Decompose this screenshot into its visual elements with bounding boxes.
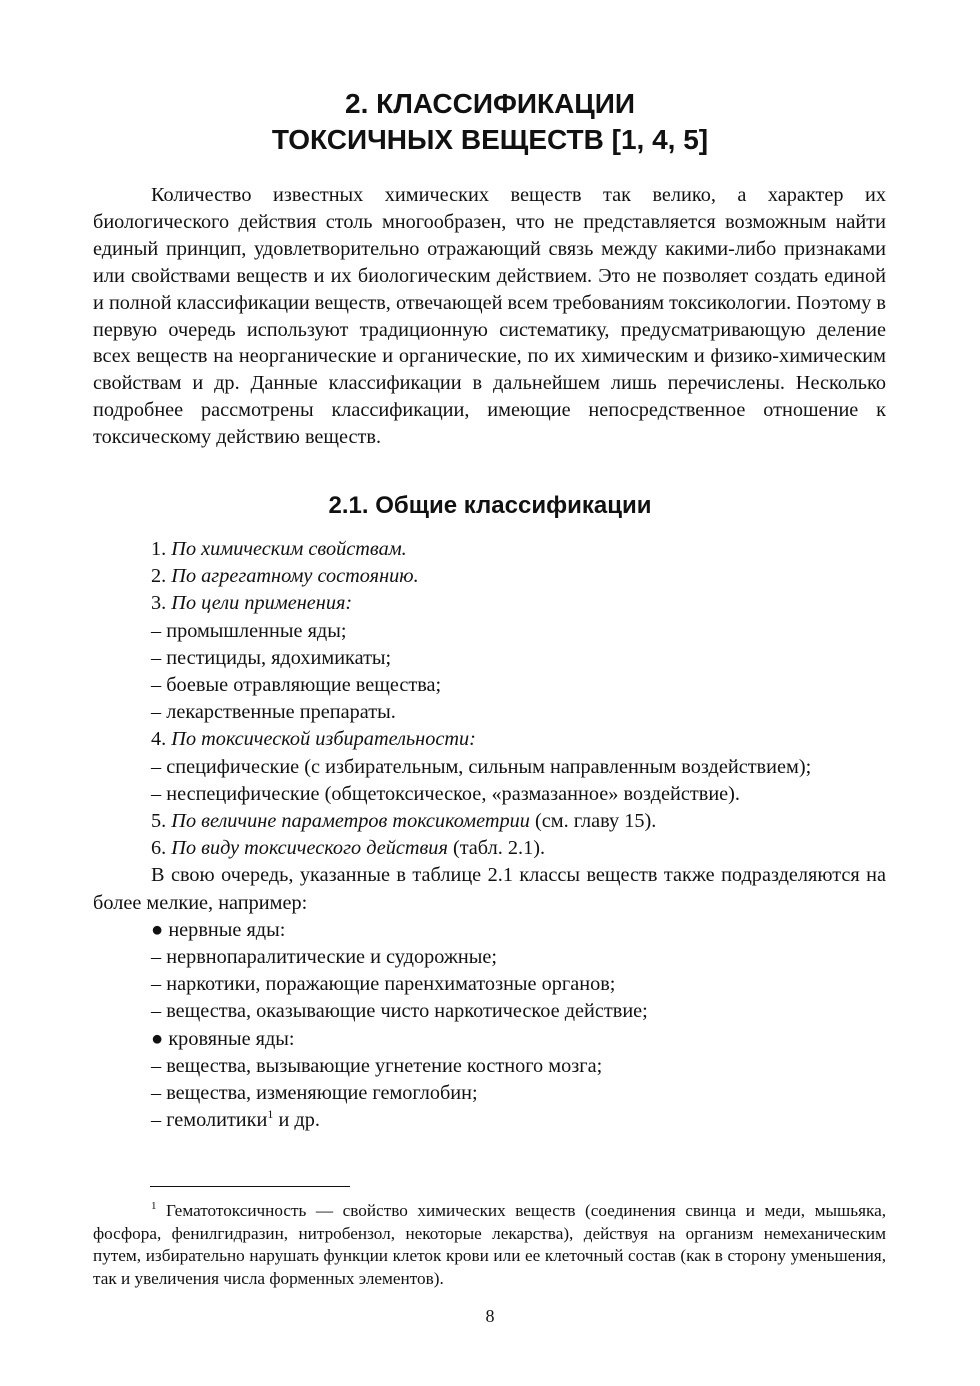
chapter-title <box>0 86 980 158</box>
classification-label: По величине параметров токсикометрии <box>171 810 530 833</box>
list-item: – неспецифические (общетоксическое, «размазанное» воздействие). <box>151 782 740 805</box>
list-item: – наркотики, поражающие паренхиматозные органов; <box>151 973 616 996</box>
classification-label: По агрегатному состоянию. <box>171 565 419 588</box>
classification-list <box>93 536 886 1134</box>
chapter-title-line-1: 2. КЛАССИФИКАЦИИ <box>345 88 635 119</box>
list-item: ● нервные яды: <box>93 917 886 944</box>
list-item: – нервнопаралитические и судорожные; <box>151 946 498 969</box>
bullet-icon: ● <box>151 918 164 941</box>
list-item: 3. По цели применения: <box>151 592 353 615</box>
list-item: – вещества, изменяющие гемоглобин; <box>151 1082 478 1105</box>
list-item: – пестициды, ядохимикаты; <box>151 646 392 669</box>
footnote-divider <box>150 1186 350 1187</box>
page-number: 8 <box>485 1306 495 1326</box>
classification-label: По токсической избирательности: <box>171 728 476 751</box>
list-item: – вещества, вызывающие угнетение костного мозга; <box>151 1054 603 1077</box>
list-item: – боевые отравляющие вещества; <box>151 674 442 697</box>
footnote-number: 1 <box>151 1200 157 1212</box>
list-item: – гемолитики$^1$ и др. <box>151 1107 320 1132</box>
footnote <box>93 1200 886 1291</box>
subdivision-paragraph: В свою очередь, указанные в таблице 2.1 классы веществ также подразделяются на более мелкие, например: <box>93 864 886 914</box>
list-item: 2. По агрегатному состоянию. <box>151 565 419 588</box>
list-item: 1. По химическим свойствам. <box>151 538 407 560</box>
classification-label: По виду токсического действия <box>171 837 448 860</box>
list-item: 5. По величине параметров токсикометрии (см. главу 15). <box>151 810 657 833</box>
list-item: ● кровяные яды: <box>93 1026 886 1053</box>
list-item: – лекарственные препараты. <box>151 701 396 724</box>
list-item: – вещества, оказывающие чисто наркотическое действие; <box>151 1000 648 1023</box>
list-item: – специфические (с избирательным, сильным направленным воздействием); <box>151 755 812 778</box>
intro-paragraph: Количество известных химических веществ так велико, а характер их биологического действия столь многообразен, что не представляется возможным найти единый принцип, удовлетворительно отражающий связь между какими-либо признаками или свойствами веществ и их биологическим действием. Это не позволяет создать единой и полной классификации веществ, отвечающей всем требованиям токсикологии. Поэтому в первую очередь используют традиционную систематику, предусматривающую деление всех веществ на неорганические и органические, по их химическим и физико-химическим свойствам и др. Данные классификации в дальнейшем лишь перечислены. Несколько подробнее рассмотрены классификации, имеющие непосредственное отношение к токсическому действию веществ. <box>93 184 886 449</box>
section-title: 2.1. Общие классификации <box>328 492 652 519</box>
footnote-reference[interactable]: 1 <box>267 1107 274 1122</box>
list-item: 6. По виду токсического действия (табл. 2.1). <box>151 837 546 860</box>
bullet-icon: ● <box>151 1027 164 1050</box>
list-item: – промышленные яды; <box>151 619 347 642</box>
chapter-title-line-2: ТОКСИЧНЫХ ВЕЩЕСТВ [1, 4, 5] <box>271 124 709 155</box>
classification-label: По цели применения: <box>171 592 353 615</box>
classification-label: По химическим свойствам. <box>171 538 407 560</box>
footnote-text: Гематотоксичность — свойство химических веществ (соединения свинца и меди, мышьяка, фосфора, фенилгидразин, нитробензол, некоторые лекарства), действуя на организм немеханическим путем, избирательно нарушать функции клеток крови или ее клеточный состав (как в сторону уменьшения, так и увеличения числа форменных элементов). <box>93 1201 886 1289</box>
list-item: 4. По токсической избирательности: <box>151 728 476 751</box>
